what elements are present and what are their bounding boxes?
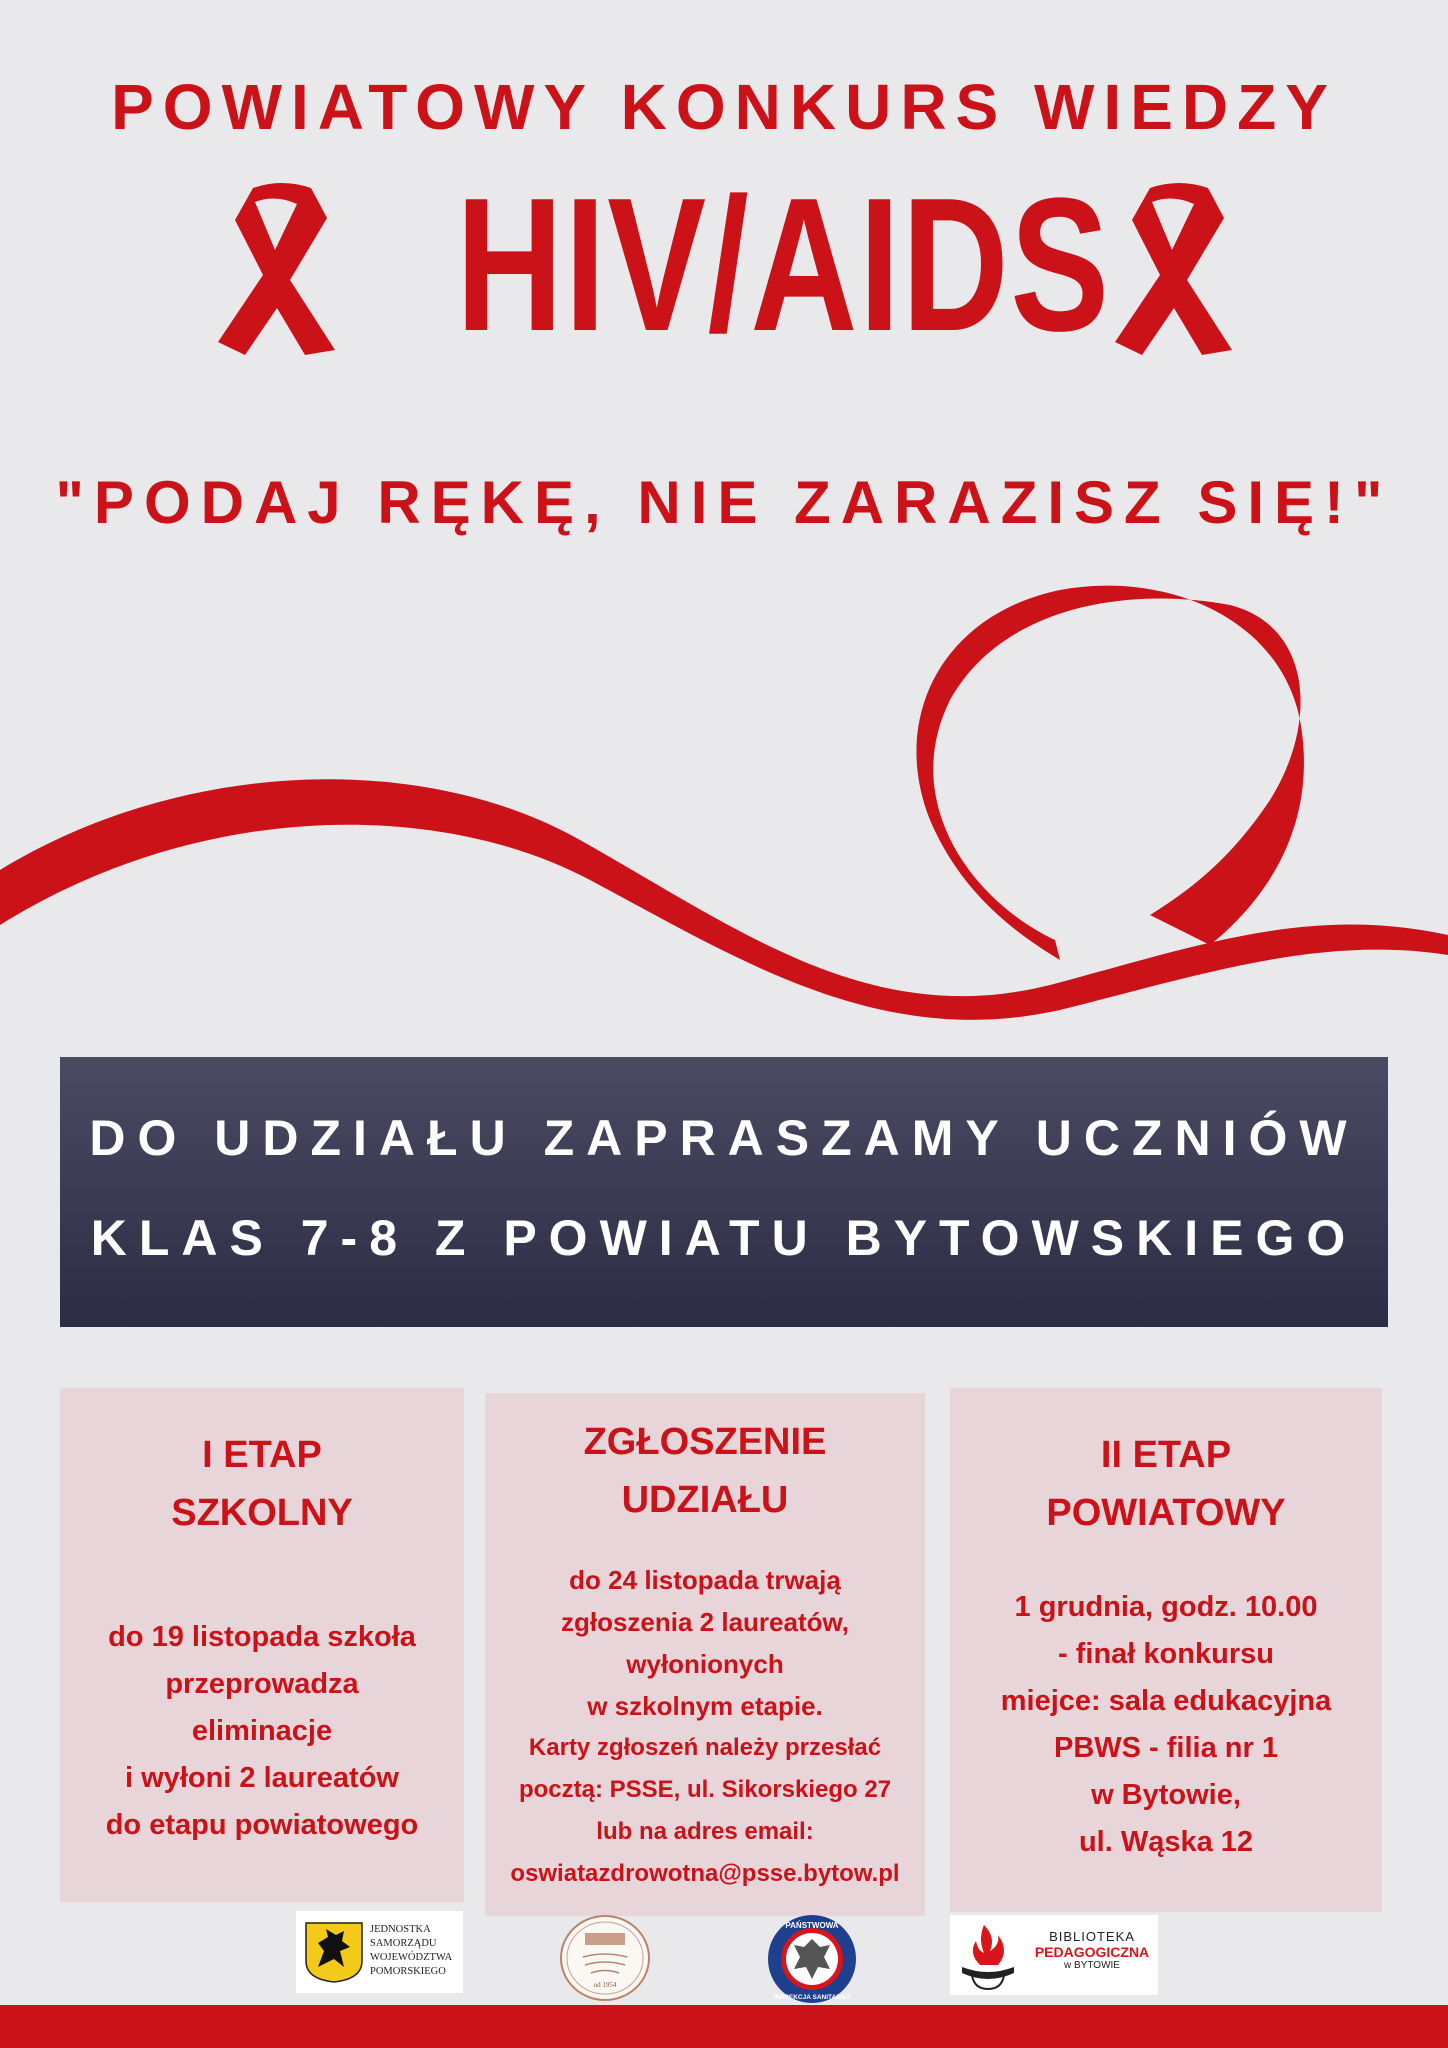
stage-2-title [950,1426,1382,1542]
pbw-logo-text: od 1954 [593,1981,617,1989]
contest-heading: POWIATOWY KONKURS WIEDZY [111,71,1337,143]
stage-2-title-line-1: II ETAP [1100,1434,1232,1476]
stage-2-post: , godz. 10.00 [1145,1591,1318,1623]
stage-1-line: przeprowadza [165,1668,359,1700]
stage-1-line: eliminacje [191,1715,333,1747]
sanepid-seal-icon [764,1913,860,2005]
registration-line: w szkolnym etapie. [587,1691,823,1721]
stage-2-line: ul. Wąska 12 [1078,1826,1254,1858]
registration-body [485,1559,925,1895]
book-flame-icon [954,1917,1022,1993]
biblioteka-logo-text: w BYTOWIE [1064,1960,1120,1971]
stage-2-date: 1 grudnia [1014,1591,1146,1623]
registration-line: Karty zgłoszeń należy przesłać [528,1734,882,1761]
biblioteka-logo-text: PEDAGOGICZNA [1034,1944,1150,1960]
stage-1-title-line-2: SZKOLNY [171,1492,353,1534]
stage-1-line: i wyłoni 2 laureatów [125,1762,399,1794]
samorzad-pomorski-logo [296,1911,463,1993]
decorative-ribbon-wave [0,580,1448,1040]
red-ribbon-icon-left [215,180,350,355]
registration-title-line-1: ZGŁOSZENIE [583,1421,827,1463]
stage-2-line: w Bytowie, [1091,1779,1241,1811]
stage-2-line: miejce: sala edukacyjna [1000,1685,1332,1717]
stage-2-line: - finał konkursu [1058,1638,1274,1670]
sanepid-logo-top-text: PAŃSTWOWA [785,1921,839,1930]
samorzad-logo-text: SAMORZĄDU [370,1938,437,1949]
registration-line: pocztą: PSSE, ul. Sikorskiego 27 [518,1776,892,1803]
registration-line: lub na adres email: [596,1818,814,1845]
registration-pre: do [569,1565,609,1595]
stage-1-body [60,1614,464,1849]
registration-post: trwają [758,1565,841,1595]
stage-2-title-line-2: POWIATOWY [1046,1492,1286,1534]
biblioteka-logo-text: BIBLIOTEKA [1049,1929,1135,1944]
invitation-line-1: DO UDZIAŁU ZAPRASZAMY UCZNIÓW [89,1110,1359,1166]
samorzad-logo-text: POMORSKIEGO [370,1966,446,1977]
red-ribbon-icon-right [1112,180,1247,355]
stage-2-body [950,1584,1382,1866]
griffin-crest-icon [304,1921,364,1983]
invitation-banner [60,1057,1388,1327]
registration-line: wyłonionych [626,1649,784,1679]
invitation-line-2: KLAS 7-8 Z POWIATU BYTOWSKIEGO [90,1210,1358,1266]
pbw-slupsk-logo [555,1913,655,2003]
bottom-accent-bar [0,2005,1448,2048]
stage-1-date: 19 listopada [151,1621,320,1653]
stage-1-title-line-1: I ETAP [202,1434,322,1476]
registration-date-line [485,1559,925,1601]
registration-date: 24 listopada [608,1565,759,1595]
registration-card [485,1393,925,1916]
pbw-seal-icon [555,1913,655,2003]
stage-1-pre: do [108,1621,152,1653]
biblioteka-pedagogiczna-logo [950,1915,1158,1995]
stage-1-line: do etapu powiatowego [105,1809,419,1841]
samorzad-logo-text: JEDNOSTKA [370,1924,431,1935]
stage-2-card [950,1388,1382,1912]
stage-2-line: PBWS - filia nr 1 [1054,1732,1278,1764]
sanepid-logo-bottom-text: INSPEKCJA SANITARNA [773,1994,851,2001]
stage-1-date-line [60,1614,464,1661]
samorzad-logo-text: WOJEWÓDZTWA [370,1952,453,1963]
sanepid-logo [764,1913,860,2005]
main-title: HIV/AIDS [455,159,1111,371]
registration-line: zgłoszenia 2 laureatów, [560,1607,849,1637]
stage-1-title [60,1426,464,1542]
registration-title [485,1413,925,1529]
slogan: "PODAJ RĘKĘ, NIE ZARAZISZ SIĘ!" [55,469,1393,536]
stage-1-card [60,1388,464,1902]
registration-title-line-2: UDZIAŁU [621,1479,789,1521]
stage-1-post: szkoła [319,1621,416,1653]
registration-email[interactable]: oswiatazdrowotna@psse.bytow.pl [510,1860,900,1887]
stage-2-date-line [950,1584,1382,1631]
